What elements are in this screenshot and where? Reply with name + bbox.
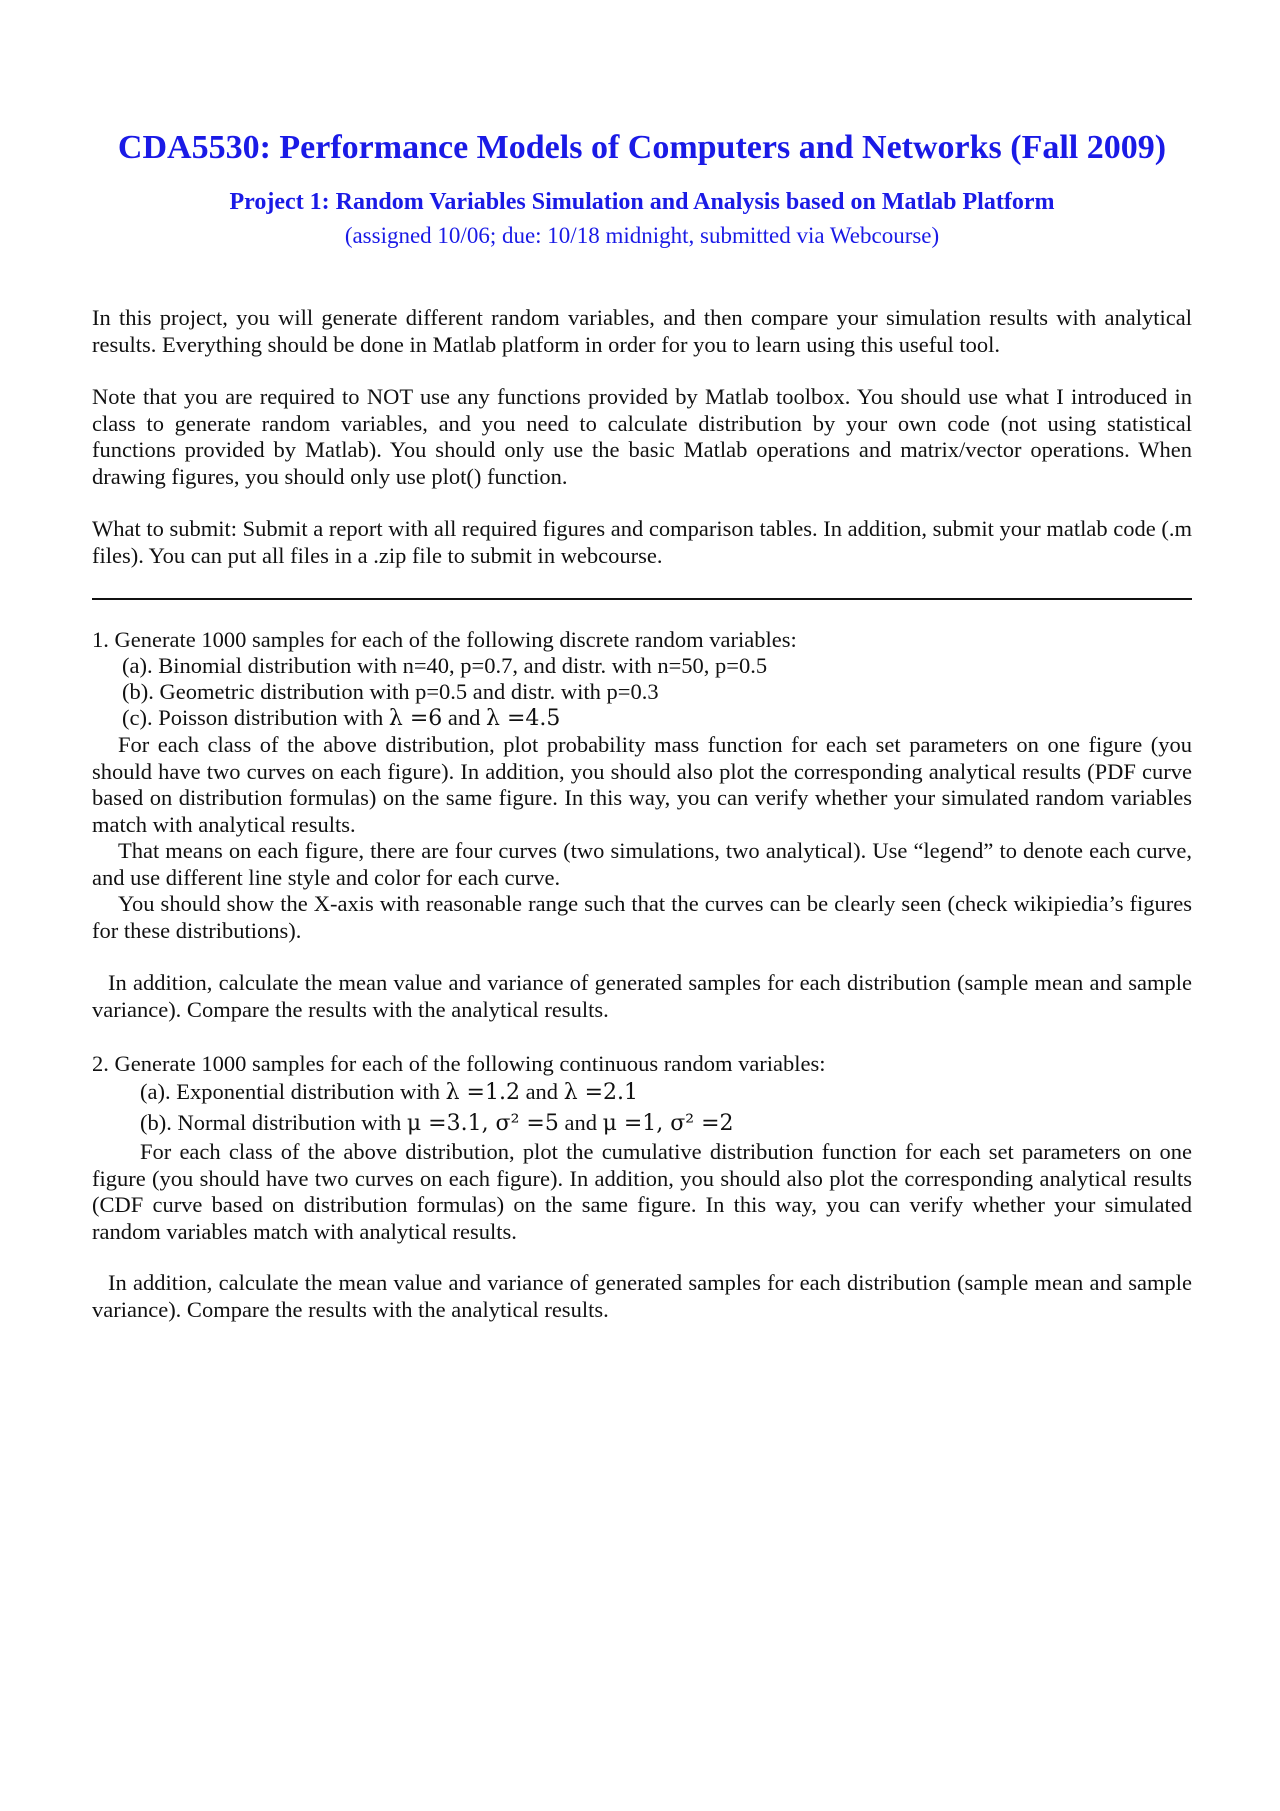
lambda-value-2: λ =4.5 bbox=[486, 706, 561, 731]
q2-paragraph-1: For each class of the above distribution, plot the cumulative distribution function for each set parameters on one figure (you should have two curves on each figure). In addition, you should also plot the corresponding analytical results (CDF curve based on distribution formulas) on the same figure. In this way, you can verify whether your simulated random variables match with analytical results. bbox=[92, 1139, 1192, 1244]
q1-paragraph-4: In addition, calculate the mean value and variance of generated samples for each distribution (sample mean and sample variance). Compare the results with the analytical results. bbox=[92, 970, 1192, 1022]
section-divider bbox=[92, 598, 1192, 600]
q2-item-b-label: (b). Normal distribution with bbox=[140, 1110, 402, 1135]
normal-params-2: μ =1, σ² =2 bbox=[602, 1111, 734, 1136]
submission-paragraph: What to submit: Submit a report with all required figures and comparison tables. In addition, submit your matlab code (.m files). You can put all files in a .zip file to submit in webcourse. bbox=[92, 516, 1192, 568]
q1-paragraph-1: For each class of the above distribution, plot probability mass function for each set parameters on one figure (you should have two curves on each figure). In addition, you should also plot the corresponding analytical results (PDF curve based on distribution formulas) on the same figure. In this way, you can verify whether your simulated random variables match with analytical results. bbox=[92, 732, 1192, 837]
q1-paragraph-2: That means on each figure, there are four curves (two simulations, two analytical). Use “legend” to denote each curve, and use different line style and color for each curve. bbox=[92, 838, 1192, 890]
lambda-value-1: λ =6 bbox=[388, 706, 443, 731]
q1-item-c-label: (c). Poisson distribution with bbox=[122, 705, 384, 730]
intro-paragraph-1: In this project, you will generate different random variables, and then compare your simulation results with analytical results. Everything should be done in Matlab platform in order for you to learn using this useful tool. bbox=[92, 305, 1192, 357]
q2-item-a-label: (a). Exponential distribution with bbox=[140, 1079, 440, 1104]
lambda-exp-value-1: λ =1.2 bbox=[445, 1080, 520, 1105]
q1-item-c-and: and bbox=[447, 705, 481, 730]
q1-heading: 1. Generate 1000 samples for each of the following discrete random variables: bbox=[92, 627, 797, 652]
q2-item-a-and: and bbox=[525, 1079, 559, 1104]
q1-item-c bbox=[122, 705, 1222, 733]
intro-paragraph-2: Note that you are required to NOT use any functions provided by Matlab toolbox. You should use what I introduced in class to generate random variables, and you need to calculate distribution by your own code (not using statistical functions provided by Matlab). You should only use the basic Matlab operations and matrix/vector operations. When drawing figures, you should only use plot() function. bbox=[92, 384, 1192, 489]
q2-heading: 2. Generate 1000 samples for each of the following continuous random variables: bbox=[92, 1051, 826, 1076]
q1-paragraph-3: You should show the X-axis with reasonable range such that the curves can be clearly seen (check wikipiedia’s figures for these distributions). bbox=[92, 891, 1192, 943]
q2-item-a bbox=[140, 1079, 1240, 1107]
q2-item-b bbox=[140, 1110, 1240, 1138]
lambda-exp-value-2: λ =2.1 bbox=[563, 1080, 639, 1105]
q2-item-b-and: and bbox=[564, 1110, 597, 1135]
normal-params-1: μ =3.1, σ² =5 bbox=[406, 1111, 559, 1136]
q1-item-a: (a). Binomial distribution with n=40, p=0.7, and distr. with n=50, p=0.5 bbox=[122, 653, 768, 678]
project-subtitle: Project 1: Random Variables Simulation and Analysis based on Matlab Platform bbox=[229, 189, 1055, 215]
q2-paragraph-2: In addition, calculate the mean value and variance of generated samples for each distribution (sample mean and sample variance). Compare the results with the analytical results. bbox=[92, 1270, 1192, 1322]
assignment-dates: (assigned 10/06; due: 10/18 midnight, submitted via Webcourse) bbox=[344, 223, 940, 248]
page-title: CDA5530: Performance Models of Computers and Networks (Fall 2009) bbox=[117, 129, 1167, 166]
q1-item-b: (b). Geometric distribution with p=0.5 and distr. with p=0.3 bbox=[122, 679, 659, 704]
